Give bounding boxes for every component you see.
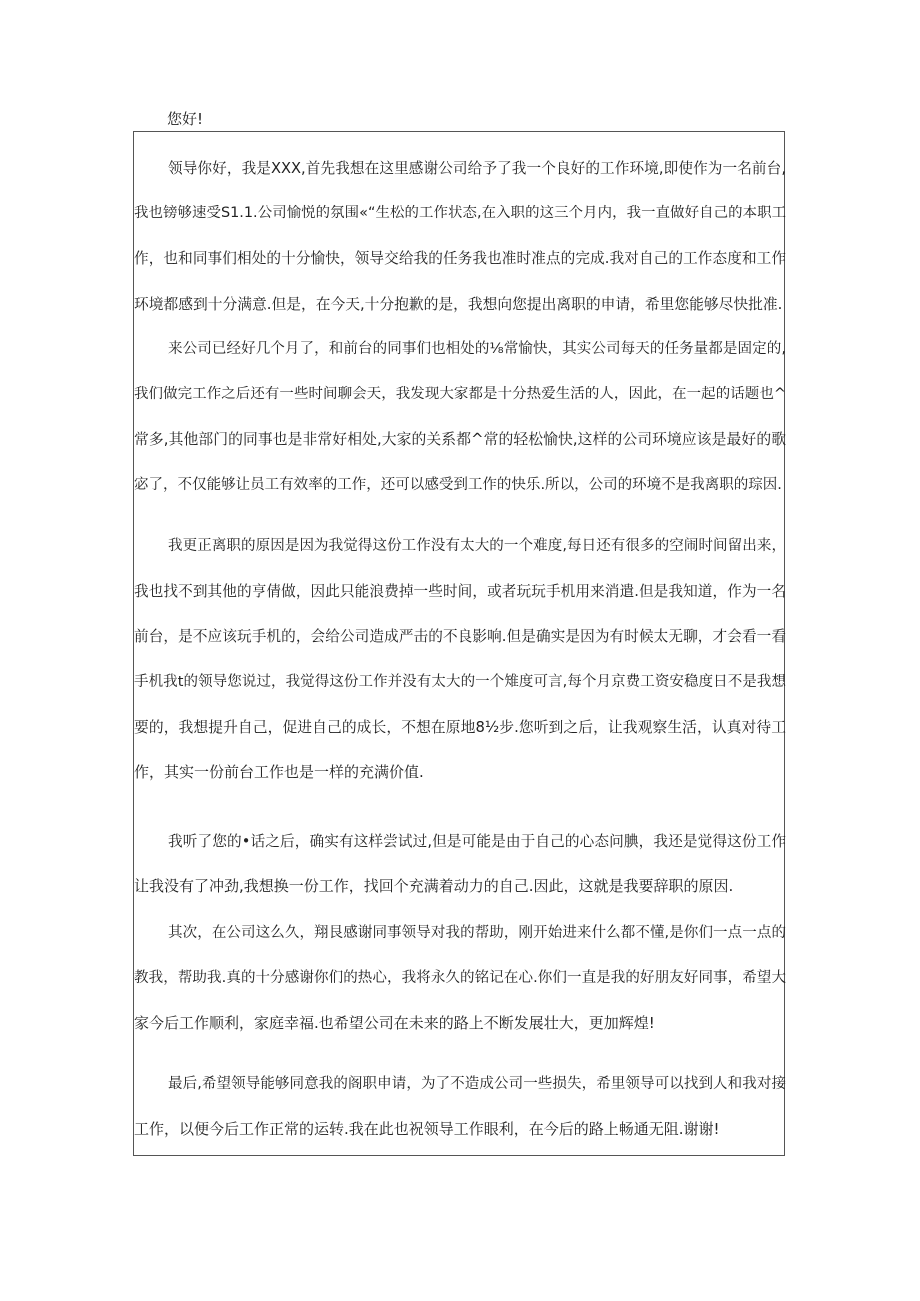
paragraph-line: 其次，在公司这么久，翔艮感谢同事领导对我的帮助，刚开始进来什么都不懂,是你们一点一点的	[168, 925, 786, 941]
paragraph-closing	[134, 1062, 786, 1152]
paragraph-line: 环境都感到十分满意.但是，在今天,十分抱歉的是，我想向您提出离职的申请，希里您能够尽快批准.	[134, 295, 783, 313]
paragraph-reason	[134, 524, 786, 795]
paragraph-line: 我也找不到其他的亨倩做，因此只能浪费掉一些时间，或者玩玩手机用来消遣.但是我知道，作为一名	[134, 583, 786, 601]
greeting: 您好!	[167, 110, 204, 128]
paragraph-line: 我们做完工作之后还有一些时间聊会天，我发现大家都是十分热爱生活的人，因此，在一起的话题也^	[134, 386, 786, 403]
paragraph-environment	[134, 327, 786, 508]
letter-body-frame	[133, 131, 785, 1156]
paragraph-line: 我听了您的•话之后，确实有这样尝试过,但是可能是由于自己的心态问腆，我还是觉得这份工作	[168, 833, 786, 850]
paragraph-line: 要的，我想提升自己，促进自己的成长，不想在原地8½步.您听到之后，让我观察生活，认真对待工	[134, 718, 786, 736]
paragraph-line: 来公司已经好几个月了，和前台的同事们也相处的⅛常愉快，其实公司每天的任务量都是固定的,	[168, 341, 786, 357]
paragraph-line: 教我，帮助我.真的十分感谢你们的热心，我将永久的铭记在心.你们一直是我的好朋友好同事，希望大	[134, 970, 786, 987]
paragraph-line: 宓了，不仅能够让员工有效率的工作，还可以感受到工作的快乐.所以，公司的环境不是我离职的琮因.	[134, 476, 782, 493]
paragraph-line: 常多,其他部门的同事也是非常好相处,大家的关系都^常的轻松愉快,这样的公司环境应该是最好的歌	[134, 431, 786, 449]
paragraph-line: 领导你好，我是XXX,首先我想在这里感谢公司给予了我一个良好的工作环境,即使作为一名前台,	[168, 160, 786, 177]
paragraph-line: 作，其实一份前台工作也是一样的充满价值.	[134, 762, 424, 781]
paragraph-gratitude	[134, 911, 786, 1047]
paragraph-line: 最后,希望领导能够同意我的阁职申请，为了不造成公司一些损失，希里领导可以找到人和我对接	[168, 1076, 786, 1092]
paragraph-line: 手机我t的领导您说过，我觉得这份工作并没有太大的一个雉度可言,每个月京费工资安稳度日不是我想	[134, 673, 786, 690]
paragraph-line: 让我没有了冲劲,我想换一份工作，找回个充满着动力的自己.因此，这就是我要辞职的原因.	[134, 877, 734, 896]
paragraph-line: 作，也和同事们相处的十分愉快，领导交给我的任务我也准时准点的完成.我对自己的工作态度和工作	[134, 250, 786, 268]
paragraph-line: 前台，是不应该玩手机的，会给公司造成严击的不良影响.但是确实是因为有时候太无聊，才会看一看	[134, 628, 786, 646]
paragraph-motivation	[134, 819, 786, 909]
paragraph-line: 我也镑够速受S1.1.公司愉悦的氛围«“生松的工作状态,在入职的这三个月内，我一直做好自己的本职工	[134, 205, 786, 222]
paragraph-line: 我更正离职的原因是因为我觉得这份工作没有太大的一个难度,每日还有很多的空闹时间留出来，	[168, 538, 786, 554]
paragraph-line: 家今后工作顺利，家庭幸福.也希望公司在未来的路上不断发展壮大，更加辉煌!	[134, 1014, 655, 1033]
paragraph-line: 工作，以便今后工作正常的运转.我在此也祝领导工作眼利，在今后的路上畅通无阻.谢谢!	[134, 1120, 720, 1139]
paragraph-thanks	[134, 146, 786, 327]
